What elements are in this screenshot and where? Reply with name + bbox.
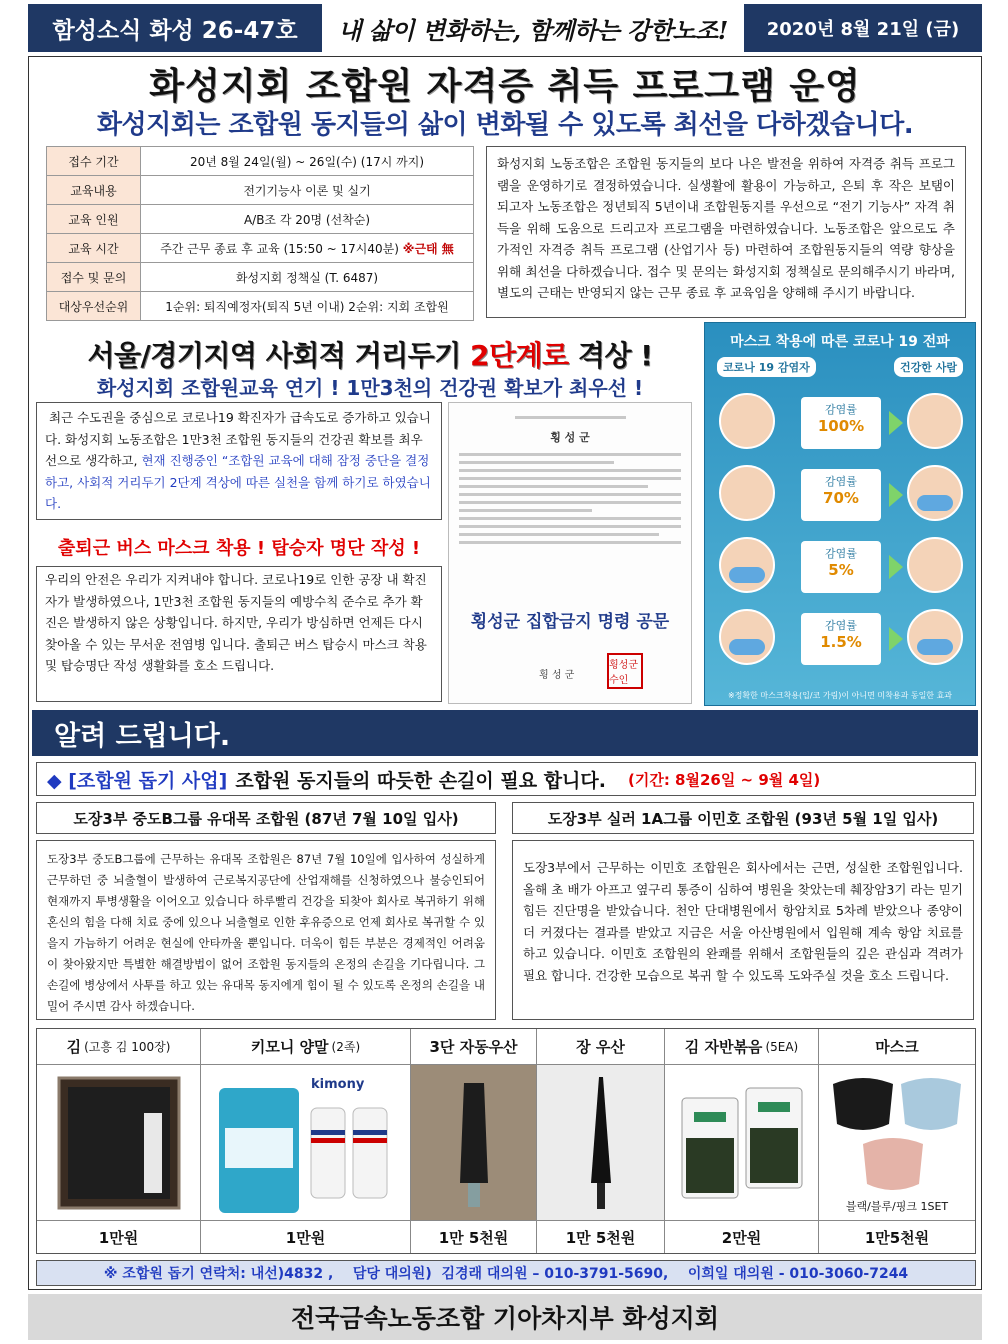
issue-date: 2020년 8월 21일 (금): [744, 4, 982, 52]
official-document-image: [448, 402, 692, 704]
person-icon: [907, 393, 963, 449]
member-card: [512, 802, 974, 1022]
poster-title: 마스크 착용에 따른 코로나 19 전파: [730, 334, 950, 350]
table-row: [47, 147, 474, 176]
issue-number: 함성소식 화성 26-47호: [28, 4, 322, 52]
product-price: 1만 5천원: [438, 1228, 509, 1247]
rate-label: 감염률: [825, 403, 857, 416]
product-price: 1만원: [98, 1228, 139, 1247]
arrow-icon: [889, 483, 903, 507]
doc-line: [459, 469, 681, 472]
table-key: 교육 시간: [47, 234, 141, 263]
person-icon: [719, 393, 775, 449]
mask-icon: [917, 495, 953, 511]
product-price: 1만원: [285, 1228, 326, 1247]
bus-headline: 출퇴근 버스 마스크 착용 ! 탑승자 명단 작성 !: [57, 538, 421, 559]
product-name-text: 키모니 양말: [250, 1038, 329, 1056]
infection-rate: [801, 397, 881, 449]
slogan: 내 삶이 변화하는, 함께하는 강한노조!: [338, 15, 728, 45]
rate-value: 5%: [828, 561, 854, 579]
table-row: [47, 205, 474, 234]
covid-subheadline: 화성지회 조합원교육 연기 ! 1만3천의 건강권 확보가 최우선 !: [96, 376, 644, 400]
product-image: [201, 1065, 410, 1221]
person-icon: [907, 465, 963, 521]
person-icon: [907, 609, 963, 665]
product-name-text: 김 자반볶음: [684, 1038, 763, 1056]
doc-line: [459, 477, 681, 480]
rate-label: 감염률: [825, 475, 857, 488]
doc-line: [459, 509, 592, 512]
member-title: 도장3부 실러 1A그룹 이민호 조합원 (93년 5월 1일 입사): [512, 802, 974, 834]
product-detail: (고흥 김 100장): [84, 1040, 171, 1054]
doc-line: [459, 485, 648, 488]
covid-headline-post: 격상 !: [568, 339, 653, 372]
person-icon: [719, 609, 775, 665]
product-grid: [36, 1028, 976, 1254]
infected-label: 코로나 19 감염자: [717, 357, 816, 377]
mask-icon: [729, 567, 765, 583]
poster-footnote: ※정확한 마스크착용(입/코 가림)이 아니면 미착용과 동일한 효과: [727, 691, 953, 700]
covid-headline: [40, 334, 700, 374]
product-image: [37, 1065, 200, 1221]
infection-rate: [801, 469, 881, 521]
product-price: 1만 5천원: [565, 1228, 636, 1247]
table-value: A/B조 각 20명 (선착순): [141, 205, 474, 234]
table-value: 전기기능사 이론 및 실기: [141, 176, 474, 205]
project-text: 조합원 동지들의 따듯한 손길이 필요 합니다.: [235, 769, 606, 792]
mask-icon: [917, 639, 953, 655]
rate-label: 감염률: [825, 619, 857, 632]
product-item: [665, 1029, 819, 1253]
doc-title: 횡 성 군: [550, 431, 590, 444]
covid-body-text: 최근 수도권을 중심으로 코로나19 확진자가 급속도로 증가하고 있습니다. 화성지회 노동조합은 1만3천 조합원 동지들의 건강권 확보를 최우선으로 생각하고,: [45, 410, 431, 468]
no-attendance-note: ※근태 無: [402, 241, 454, 256]
doc-line: [515, 416, 626, 419]
rate-value: 70%: [823, 489, 859, 507]
healthy-label: 건강한 사람: [894, 357, 963, 377]
product-image: [665, 1065, 818, 1221]
page-header: [28, 4, 982, 52]
product-price: 2만원: [721, 1228, 762, 1247]
person-icon: [719, 537, 775, 593]
product-detail: (5EA): [765, 1039, 799, 1054]
brand-label: kimony: [311, 1077, 365, 1092]
covid-body-highlight: 현재 진행중인 “조합원 교육에 대해 잠정 중단을 결정하고, 사회적 거리두기 2단계 격상에 따른 실천을 함께 하기로 하였습니다.: [45, 453, 431, 511]
rate-label: 감염률: [825, 547, 857, 560]
product-name-text: 김: [66, 1038, 82, 1056]
product-image: [819, 1065, 975, 1221]
arrow-icon: [889, 627, 903, 651]
bus-body: 우리의 안전은 우리가 지켜내야 합니다. 코로나19로 인한 공장 내 확진자가 발생하였으나, 1만3천 조합원 동지들의 예방수칙 준수로 추가 확진은 발생하지 않은 상황입니다. 하지만, 우리가 방심하면 언제든 다시 찾아올 수 있는 무서운 전염병 입니다. 출퇴근 버스 탑승시 마스크 착용 및 탑승명단 작성 생활화를 호소 드립니다.: [36, 566, 442, 702]
doc-caption: 횡성군 집합금지 명령 공문: [470, 612, 670, 632]
infection-rate: [801, 541, 881, 593]
table-key: 대상우선순위: [47, 292, 141, 321]
table-value: 1순위: 퇴직예정자(퇴직 5년 이내) 2순위: 지회 조합원: [141, 292, 474, 321]
doc-line: [459, 461, 614, 464]
table-key: 교육 인원: [47, 205, 141, 234]
doc-line: [459, 517, 681, 520]
mask-icon: [729, 639, 765, 655]
product-item: [537, 1029, 665, 1253]
product-item: [819, 1029, 975, 1253]
table-key: 교육내용: [47, 176, 141, 205]
program-info-table: [46, 146, 474, 321]
product-item: [201, 1029, 411, 1253]
seaweed-snack-icon: [672, 1078, 812, 1208]
table-value: [141, 234, 474, 263]
program-subtitle: 화성지회는 조합원 동지들의 삶이 변화될 수 있도록 최선을 다하겠습니다.: [96, 110, 914, 140]
member-card: [36, 802, 496, 1022]
folding-umbrella-icon: [444, 1073, 504, 1213]
doc-line: [459, 453, 681, 456]
covid-headline-pre: 서울/경기지역 사회적 거리두기: [87, 339, 471, 372]
product-detail: (2족): [331, 1040, 361, 1054]
product-name: 장 우산: [537, 1029, 664, 1065]
arrow-icon: [889, 411, 903, 435]
table-key: 접수 및 문의: [47, 263, 141, 292]
product-name: 마스크: [819, 1029, 975, 1065]
product-item: [411, 1029, 537, 1253]
doc-line: [459, 533, 659, 536]
product-name: [665, 1029, 818, 1065]
infection-rate: [801, 613, 881, 665]
seaweed-pack-icon: [54, 1073, 184, 1213]
arrow-icon: [889, 555, 903, 579]
person-icon: [719, 465, 775, 521]
project-tag: ◆ [조합원 돕기 사업]: [47, 769, 228, 792]
doc-line: [459, 525, 681, 528]
covid-headline-highlight: 2단계로: [470, 339, 569, 372]
table-row: [47, 292, 474, 321]
member-title: 도장3부 중도B그룹 유대목 조합원 (87년 7월 10일 입사): [36, 802, 496, 834]
doc-line: [459, 493, 681, 496]
poster-row: [715, 535, 967, 605]
table-row: [47, 263, 474, 292]
covid-body: [36, 402, 442, 520]
product-price: 1만5천원: [864, 1228, 930, 1247]
program-title: 화성지회 조합원 자격증 취득 프로그램 운영: [149, 66, 861, 107]
long-umbrella-icon: [581, 1073, 621, 1213]
member-story: 도장3부에서 근무하는 이민호 조합원은 회사에서는 근면, 성실한 조합원입니다. 올해 초 배가 아프고 옆구리 통증이 심하여 병원을 찾았는데 췌장암3기 라는 믿기 힘든 진단명을 받았습니다. 천안 단대병원에서 항암치료 5차례 받았으나 종양이 더 커졌다는 결과를 받았고 지금은 서울 아산병원에서 입원해 계속 항암 치료를 하고 있습니다. 이민호 조합원의 완쾌를 위해서 조합원들의 깊은 관심과 격려가 필요 합니다. 건강한 모습으로 복귀 할 수 있도록 도와주실 것을 호소 드립니다.: [512, 840, 974, 1020]
mask-infographic: [704, 322, 976, 706]
person-icon: [907, 537, 963, 593]
product-name: [201, 1029, 410, 1065]
program-intro: 화성지회 노동조합은 조합원 동지들의 보다 나은 발전을 위하여 자격증 취득 프로그램을 운영하기로 결정하였습니다. 실생활에 활용이 가능하고, 은퇴 후 작은 보탬이 되고자 노동조합은 정년퇴직 5년이내 조합원동지를 우선으로 “전기 기능사” 자격 취득을 위해 도움으로 드리고자 프로그램을 마련하였습니다. 노동조합은 앞으로도 추가적인 자격증 취득 프로그램 (산업기사 등) 마련하여 조합원동지들의 역량 향상을 위해 최선을 다하겠습니다. 접수 및 문의는 화성지회 정책실로 문의해주시기 바라며, 별도의 근태는 반영되지 않는 근무 종료 후 교육임을 양해해 주시기 바랍니다.: [486, 146, 966, 318]
seal-icon: 횡성군수인: [607, 653, 643, 689]
poster-row: [715, 391, 967, 461]
poster-columns: [705, 351, 975, 377]
member-story: 도장3부 중도B그룹에 근무하는 유대목 조합원은 87년 7월 10일에 입사하여 성실하게 근무하던 중 뇌출혈이 발생하여 근로복지공단에 산업재해를 신청하였으나 불승인되어 현재까지 투병생활을 이어오고 있습니다 하루빨리 건강을 되찾아 회사로 복귀하기 위해 혼신의 힘을 다해 치료 중에 있으나 뇌출혈로 인한 후유증으로 언제 회사로 복귀할 수 있을지 가늠하기 어려운 현실에 안타까울 뿐입니다. 더욱이 힘든 부분은 경제적인 어려움이 찾아왔지만 특별한 해결방법이 없어 조합원 동지들의 온정의 손길을 기다립니다. 그 손길에 병상에서 사투를 하고 있는 유대목 동지에게 힘이 될 수 있도록 온정의 손길을 내밀어 주시면 감사 하겠습니다.: [36, 840, 496, 1020]
doc-sender: 횡 성 군: [539, 670, 575, 681]
product-image: [411, 1065, 536, 1221]
poster-row: [715, 607, 967, 677]
product-name: [37, 1029, 200, 1065]
poster-row: [715, 463, 967, 533]
support-project-heading: [36, 762, 976, 796]
masks-icon: [827, 1072, 967, 1196]
product-name: 3단 자동우산: [411, 1029, 536, 1065]
project-period: (기간: 8월26일 ~ 9월 4일): [627, 770, 821, 789]
notice-banner: 알려 드립니다.: [32, 710, 978, 756]
doc-line: [459, 501, 681, 504]
table-row: [47, 234, 474, 263]
table-value: 20년 8월 24일(월) ~ 26일(수) (17시 까지): [141, 147, 474, 176]
time-value: 주간 근무 종료 후 교육 (15:50 ~ 17시40분): [160, 241, 399, 256]
product-image: [537, 1065, 664, 1221]
table-value: 화성지회 정책실 (T. 6487): [141, 263, 474, 292]
rate-value: 100%: [817, 417, 865, 435]
table-row: [47, 176, 474, 205]
table-key: 접수 기간: [47, 147, 141, 176]
product-item: [37, 1029, 201, 1253]
rate-value: 1.5%: [820, 633, 862, 651]
socks-icon: [211, 1068, 401, 1218]
footer-organization: 전국금속노동조합 기아차지부 화성지회: [28, 1294, 982, 1340]
contact-info: ※ 조합원 돕기 연락처: 내선)4832 , 담당 대의원) 김경래 대의원 – 010-3791-5690, 이희일 대의원 - 010-3060-7244: [36, 1260, 976, 1286]
doc-line: [459, 541, 681, 544]
mask-set-note: 블랙/블루/핑크 1SET: [845, 1199, 949, 1213]
